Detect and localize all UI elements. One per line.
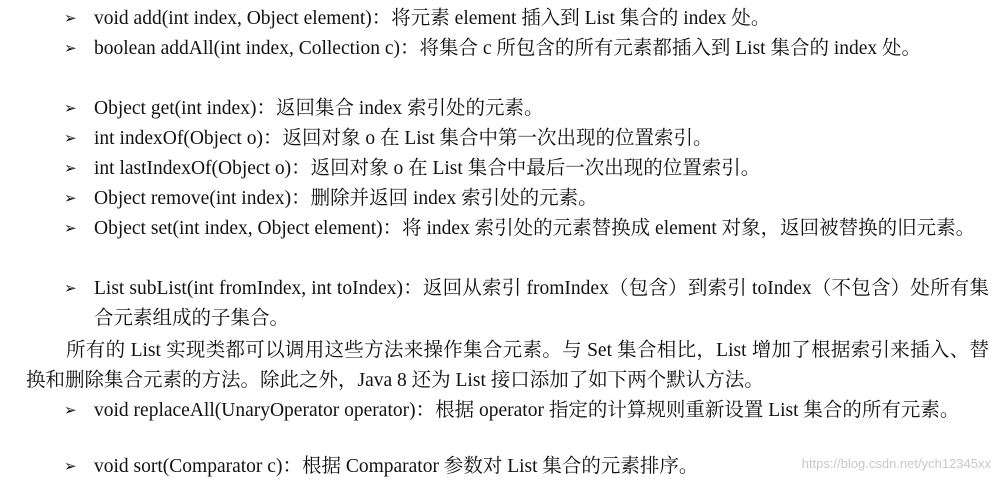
method-lastindexof-text: int lastIndexOf(Object o)：返回对象 o 在 List 集合中最后一次出现的位置索引。 (94, 158, 761, 179)
method-remove-item (64, 184, 989, 214)
bullet-arrow-icon: ➢ (64, 281, 77, 297)
bullet-arrow-icon: ➢ (64, 459, 77, 475)
method-set-item (64, 214, 989, 244)
method-indexof-item (64, 124, 989, 154)
method-replaceall-item (64, 396, 989, 426)
bullet-arrow-icon: ➢ (64, 11, 77, 27)
method-remove-text: Object remove(int index)：删除并返回 index 索引处的元素。 (94, 188, 598, 209)
source-watermark: https://blog.csdn.net/ych12345xx (801, 456, 991, 471)
bullet-arrow-icon: ➢ (64, 101, 77, 117)
method-indexof-text: int indexOf(Object o)：返回对象 o 在 List 集合中第一次出现的位置索引。 (94, 128, 713, 149)
method-addall-item (64, 34, 989, 64)
bullet-arrow-icon: ➢ (64, 403, 77, 419)
method-add-text: void add(int index, Object element)：将元素 element 插入到 List 集合的 index 处。 (94, 8, 771, 29)
bullet-arrow-icon: ➢ (64, 131, 77, 147)
method-sort-text: void sort(Comparator c)：根据 Comparator 参数对 List 集合的元素排序。 (94, 456, 699, 477)
bullet-arrow-icon: ➢ (64, 161, 77, 177)
bullet-arrow-icon: ➢ (64, 41, 77, 57)
bullet-arrow-icon: ➢ (64, 191, 77, 207)
method-sublist-text: List subList(int fromIndex, int toIndex)：返回从索引 fromIndex（包含）到索引 toIndex（不包含）处所有集合元素组成的子集合。 (94, 278, 989, 329)
method-add-item (64, 4, 989, 34)
bullet-arrow-icon: ➢ (64, 221, 77, 237)
method-get-item (64, 94, 989, 124)
method-get-text: Object get(int index)：返回集合 index 索引处的元素。 (94, 98, 544, 119)
method-set-text: Object set(int index, Object element)：将 index 索引处的元素替换成 element 对象，返回被替换的旧元素。 (94, 218, 976, 239)
method-addall-text: boolean addAll(int index, Collection c)：将集合 c 所包含的所有元素都插入到 List 集合的 index 处。 (94, 38, 922, 59)
method-lastindexof-item (64, 154, 989, 184)
body-paragraph: 所有的 List 实现类都可以调用这些方法来操作集合元素。与 Set 集合相比，List 增加了根据索引来插入、替换和删除集合元素的方法。除此之外，Java 8 还为 List 接口添加了如下两个默认方法。 (26, 340, 989, 391)
method-replaceall-text: void replaceAll(UnaryOperator operator)：根据 operator 指定的计算规则重新设置 List 集合的所有元素。 (94, 400, 960, 421)
method-sublist-item (64, 274, 989, 334)
